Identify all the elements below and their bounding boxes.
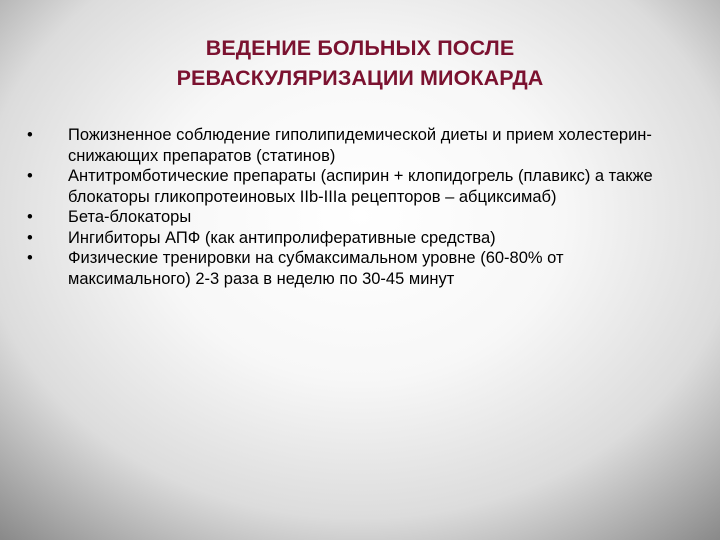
bullet-item — [27, 166, 687, 207]
slide-title-line-2: РЕВАСКУЛЯРИЗАЦИИ МИОКАРДА — [176, 66, 544, 90]
bullet-marker: • — [27, 126, 33, 144]
bullet-text: Ингибиторы АПФ (как антипролиферативные средства) — [68, 228, 496, 247]
bullet-item — [27, 228, 687, 249]
bullet-item — [27, 207, 687, 228]
bullet-marker: • — [27, 228, 33, 247]
bullet-item — [27, 248, 687, 289]
bullet-text: Бета-блокаторы — [68, 208, 192, 226]
bullet-item — [27, 125, 687, 166]
bullet-text: Физические тренировки на субмаксимальном уровне (60-80% от максимального) 2-3 раза в неделю по 30-45 минут — [68, 249, 564, 288]
bullet-text: Пожизненное соблюдение гиполипидемической диеты и прием холестерин-снижающих препаратов (статинов) — [68, 126, 652, 165]
slide-title — [60, 33, 660, 93]
bullet-marker: • — [27, 208, 33, 226]
slide-title-line-1: ВЕДЕНИЕ БОЛЬНЫХ ПОСЛЕ — [205, 36, 515, 60]
bullet-list — [27, 125, 687, 289]
bullet-marker: • — [27, 249, 33, 267]
bullet-text: Антитромботические препараты (аспирин + клопидогрель (плавикс) а также блокаторы гликопротеиновых IIb-IIIa рецепторов – абциксимаб) — [68, 167, 653, 206]
bullet-marker: • — [27, 167, 33, 185]
